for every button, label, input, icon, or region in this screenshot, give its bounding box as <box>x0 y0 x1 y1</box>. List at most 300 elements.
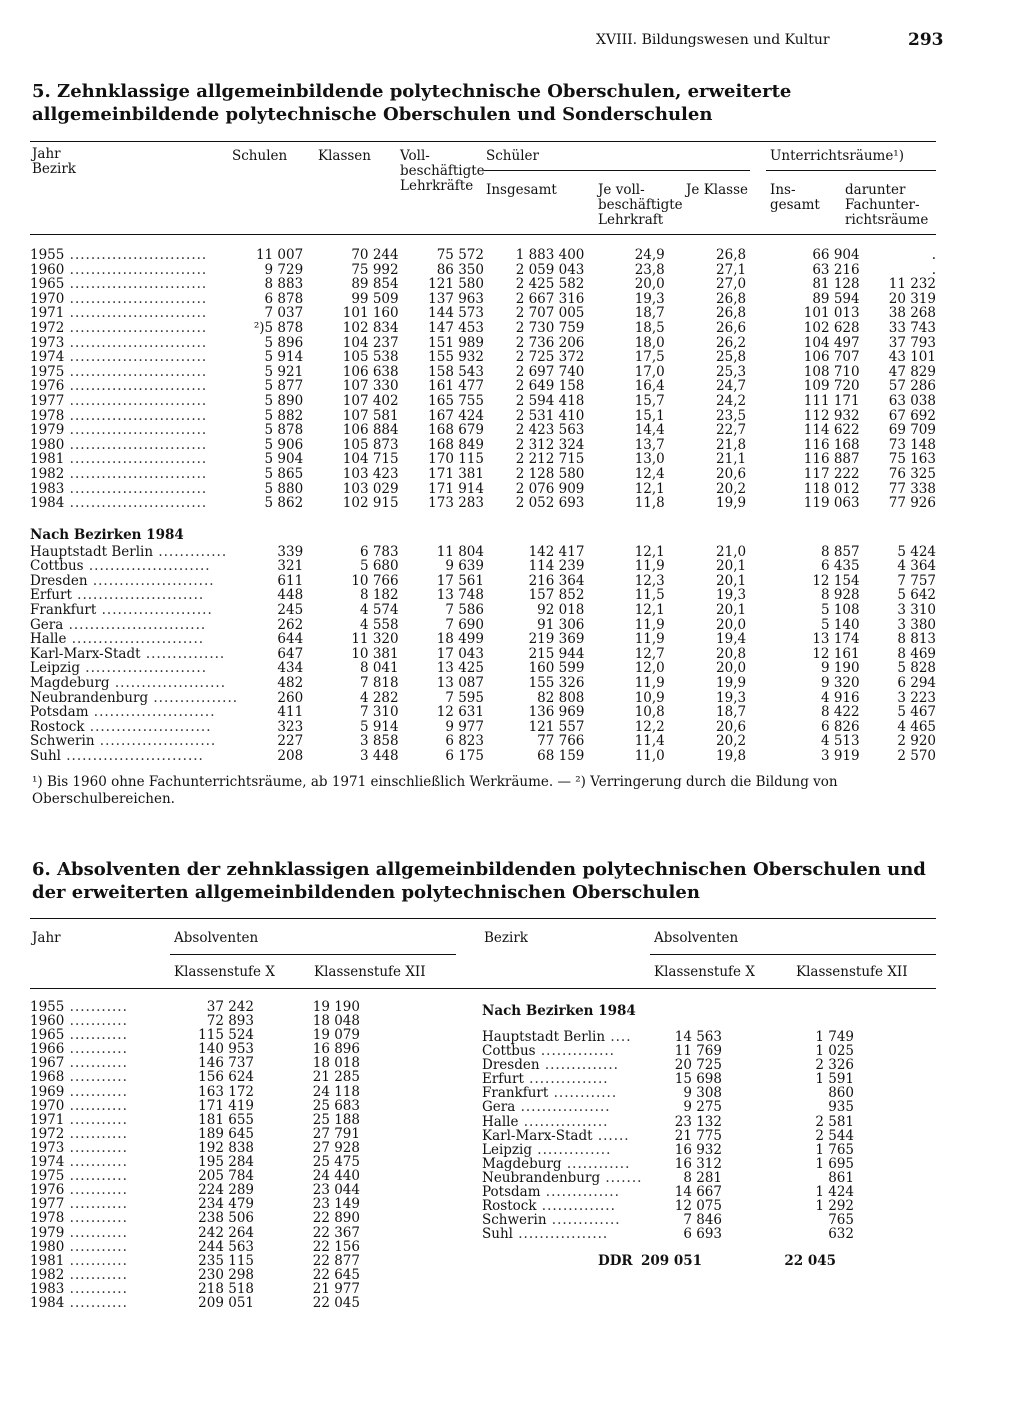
cell-stufe-x: 23 132 <box>674 1113 722 1130</box>
cell-raeume-insgesamt: 101 013 <box>803 305 860 322</box>
cell-fachraeume: 47 829 <box>888 363 936 380</box>
table-row <box>482 1157 854 1171</box>
t5-head-bezirk: Bezirk <box>32 161 76 177</box>
dot-leader: ..................... <box>96 602 213 619</box>
cell-schueler-insgesamt: 92 018 <box>537 602 585 619</box>
cell-je-klasse: 26,2 <box>716 334 747 351</box>
t6-right-subrule <box>650 954 936 955</box>
cell-stufe-xii: 1 749 <box>815 1029 854 1045</box>
cell-klassen: 106 884 <box>342 422 399 439</box>
dot-leader: ........... <box>64 1027 128 1044</box>
cell-klassen: 8 182 <box>359 587 399 604</box>
table-row <box>30 1268 360 1282</box>
dot-leader: ....................... <box>83 558 211 575</box>
cell-je-klasse: 20,2 <box>716 480 747 497</box>
row-label: 1979 <box>30 422 65 439</box>
cell-klassen: 4 282 <box>359 689 399 706</box>
cell-stufe-xii: 860 <box>828 1085 854 1102</box>
cell-klassen: 6 783 <box>359 543 399 560</box>
cell-stufe-xii: 23 149 <box>312 1196 360 1213</box>
cell-raeume-insgesamt: 8 857 <box>820 543 860 560</box>
dot-leader: .......................... <box>64 407 208 424</box>
t6-total-label: DDR <box>598 1253 633 1269</box>
cell-je-klasse: 26,8 <box>716 290 747 307</box>
dot-leader: .............. <box>540 1184 620 1201</box>
row-label: Halle <box>482 1113 519 1130</box>
table-row <box>30 365 936 380</box>
cell-raeume-insgesamt: 8 928 <box>820 587 860 604</box>
table-row <box>30 467 936 482</box>
dot-leader: ........... <box>64 1168 128 1185</box>
table-row <box>482 1129 854 1143</box>
cell-lehrkraefte: 12 631 <box>436 704 484 721</box>
cell-je-klasse: 19,9 <box>716 495 747 512</box>
table-row <box>30 603 936 618</box>
row-label: 1981 <box>30 451 65 468</box>
table6-years <box>30 1000 360 1310</box>
cell-schulen: 5 862 <box>264 495 304 512</box>
table-row <box>30 661 936 676</box>
cell-schulen: 260 <box>277 689 304 706</box>
cell-schueler-insgesamt: 2 594 418 <box>515 392 585 409</box>
cell-je-klasse: 20,0 <box>716 616 747 633</box>
cell-je-lehrkraft: 14,4 <box>634 422 665 439</box>
cell-je-lehrkraft: 18,5 <box>634 319 665 336</box>
dot-leader: ............. <box>153 543 228 560</box>
row-label: Neubrandenburg <box>482 1169 601 1186</box>
cell-stufe-x: 189 645 <box>198 1125 254 1142</box>
dot-leader: .......................... <box>64 495 208 512</box>
row-label: 1984 <box>30 495 65 512</box>
cell-lehrkraefte: 121 580 <box>428 276 484 293</box>
table6-districts <box>482 1030 854 1241</box>
cell-raeume-insgesamt: 106 707 <box>803 349 860 366</box>
cell-lehrkraefte: 7 586 <box>445 602 484 619</box>
table-row <box>30 1000 360 1014</box>
cell-stufe-xii: 22 367 <box>312 1224 360 1241</box>
dot-leader: ........... <box>64 1125 128 1142</box>
cell-klassen: 103 029 <box>342 480 399 497</box>
cell-je-lehrkraft: 17,5 <box>634 349 665 366</box>
table-row <box>30 720 936 735</box>
dot-leader: .............. <box>532 1141 612 1158</box>
dot-leader: ................ <box>148 689 239 706</box>
cell-stufe-xii: 1 765 <box>815 1141 854 1158</box>
table-row <box>30 734 936 749</box>
cell-stufe-x: 8 281 <box>683 1169 722 1186</box>
dot-leader: ............ <box>548 1085 618 1102</box>
cell-klassen: 101 160 <box>342 305 399 322</box>
cell-fachraeume: 5 828 <box>897 660 936 677</box>
row-label: 1982 <box>30 465 65 482</box>
cell-schueler-insgesamt: 2 649 158 <box>515 378 585 395</box>
cell-schulen: 9 729 <box>264 261 304 278</box>
table-row <box>30 1169 360 1183</box>
row-label: 1970 <box>30 1097 65 1114</box>
table-row <box>30 423 936 438</box>
cell-stufe-x: 115 524 <box>198 1027 254 1044</box>
cell-schulen: 482 <box>277 675 304 692</box>
table-row <box>30 379 936 394</box>
cell-raeume-insgesamt: 109 720 <box>803 378 860 395</box>
cell-fachraeume: 63 038 <box>888 392 936 409</box>
dot-leader: ........... <box>64 1041 128 1058</box>
cell-raeume-insgesamt: 6 826 <box>820 718 860 735</box>
table-row <box>30 1070 360 1084</box>
cell-raeume-insgesamt: 117 222 <box>803 465 860 482</box>
row-label: Magdeburg <box>482 1155 562 1172</box>
cell-schueler-insgesamt: 160 599 <box>528 660 585 677</box>
cell-je-klasse: 20,1 <box>716 558 747 575</box>
cell-je-klasse: 20,1 <box>716 572 747 589</box>
cell-schueler-insgesamt: 2 531 410 <box>515 407 585 424</box>
cell-schulen: 5 921 <box>264 363 304 380</box>
cell-je-klasse: 19,3 <box>716 689 747 706</box>
dot-leader: ............... <box>140 645 226 662</box>
cell-stufe-x: 20 725 <box>674 1057 722 1074</box>
row-label: Hauptstadt Berlin <box>482 1029 606 1045</box>
table-row <box>30 1197 360 1211</box>
cell-stufe-xii: 18 048 <box>312 1013 360 1030</box>
table-row <box>30 749 936 764</box>
dot-leader: .......................... <box>64 465 208 482</box>
cell-je-lehrkraft: 24,9 <box>634 247 665 263</box>
cell-je-klasse: 26,8 <box>716 305 747 322</box>
table-row <box>30 1254 360 1268</box>
cell-stufe-xii: 1 025 <box>815 1043 854 1060</box>
cell-je-klasse: 20,1 <box>716 602 747 619</box>
dot-leader: ..................... <box>109 675 226 692</box>
cell-schueler-insgesamt: 215 944 <box>528 645 585 662</box>
cell-je-klasse: 24,2 <box>716 392 747 409</box>
cell-schulen: 5 865 <box>264 465 304 482</box>
dot-leader: ........... <box>64 1069 128 1086</box>
row-label: Neubrandenburg <box>30 689 149 706</box>
cell-stufe-xii: 765 <box>828 1212 854 1229</box>
cell-raeume-insgesamt: 89 594 <box>812 290 860 307</box>
t6-head-bezirk: Bezirk <box>484 930 528 946</box>
row-label: 1972 <box>30 319 65 336</box>
table-row <box>30 545 936 560</box>
cell-schulen: 262 <box>277 616 304 633</box>
cell-je-klasse: 27,1 <box>716 261 747 278</box>
table-row <box>30 292 936 307</box>
dot-leader: ........................ <box>71 587 205 604</box>
table5-top-rule <box>30 141 936 142</box>
cell-je-klasse: 20,8 <box>716 645 747 662</box>
t6-head-stufe-xii-left: Klassenstufe XII <box>314 964 426 980</box>
row-label: 1968 <box>30 1069 65 1086</box>
t5-raeume-rule <box>766 170 936 171</box>
cell-je-lehrkraft: 12,1 <box>634 543 665 560</box>
cell-klassen: 99 509 <box>351 290 399 307</box>
cell-stufe-xii: 24 440 <box>312 1168 360 1185</box>
row-label: Erfurt <box>30 587 72 604</box>
table-row <box>30 1085 360 1099</box>
dot-leader: ............ <box>561 1155 631 1172</box>
cell-lehrkraefte: 9 639 <box>445 558 484 575</box>
row-label: 1984 <box>30 1294 65 1311</box>
table-row <box>482 1058 854 1072</box>
cell-klassen: 3 448 <box>359 748 399 764</box>
cell-fachraeume: 6 294 <box>897 675 936 692</box>
cell-klassen: 107 402 <box>342 392 399 409</box>
cell-je-klasse: 19,9 <box>716 675 747 692</box>
dot-leader: .......................... <box>64 349 208 366</box>
cell-schulen: 647 <box>277 645 304 662</box>
cell-fachraeume: 4 364 <box>897 558 936 575</box>
cell-fachraeume: 75 163 <box>888 451 936 468</box>
cell-fachraeume: 73 148 <box>888 436 936 453</box>
cell-stufe-xii: 22 045 <box>312 1294 360 1311</box>
dot-leader: ........... <box>64 1013 128 1030</box>
cell-stufe-xii: 2 581 <box>815 1113 854 1130</box>
table-row <box>30 1155 360 1169</box>
cell-klassen: 102 834 <box>342 319 399 336</box>
cell-stufe-xii: 23 044 <box>312 1182 360 1199</box>
cell-je-klasse: 21,1 <box>716 451 747 468</box>
cell-stufe-xii: 19 190 <box>312 999 360 1015</box>
cell-stufe-x: 235 115 <box>198 1252 254 1269</box>
row-label: 1983 <box>30 480 65 497</box>
cell-lehrkraefte: 173 283 <box>428 495 484 512</box>
cell-klassen: 104 715 <box>342 451 399 468</box>
cell-klassen: 10 766 <box>351 572 399 589</box>
dot-leader: .......................... <box>64 422 208 439</box>
cell-je-lehrkraft: 12,0 <box>634 660 665 677</box>
cell-stufe-xii: 18 018 <box>312 1055 360 1072</box>
row-label: 1976 <box>30 378 65 395</box>
row-label: Erfurt <box>482 1071 524 1088</box>
cell-stufe-xii: 27 928 <box>312 1139 360 1156</box>
dot-leader: ....................... <box>88 704 216 721</box>
cell-fachraeume: 38 268 <box>888 305 936 322</box>
cell-stufe-x: 181 655 <box>198 1111 254 1128</box>
row-label: 1973 <box>30 334 65 351</box>
cell-lehrkraefte: 18 499 <box>436 631 484 648</box>
t6-total-stufe-xii: 22 045 <box>784 1253 836 1269</box>
cell-schulen: 5 877 <box>264 378 304 395</box>
row-label: 1971 <box>30 305 65 322</box>
cell-klassen: 7 310 <box>359 704 399 721</box>
row-label: Dresden <box>30 572 88 589</box>
cell-raeume-insgesamt: 118 012 <box>803 480 860 497</box>
cell-stufe-x: 14 563 <box>674 1029 722 1045</box>
cell-klassen: 107 330 <box>342 378 399 395</box>
cell-je-lehrkraft: 12,4 <box>634 465 665 482</box>
cell-je-klasse: 20,6 <box>716 465 747 482</box>
cell-fachraeume: 43 101 <box>888 349 936 366</box>
cell-stufe-xii: 632 <box>828 1226 854 1243</box>
dot-leader: ....................... <box>84 718 212 735</box>
row-label: Suhl <box>482 1226 513 1243</box>
table-row <box>482 1072 854 1086</box>
cell-je-klasse: 23,5 <box>716 407 747 424</box>
cell-stufe-xii: 21 977 <box>312 1280 360 1297</box>
cell-stufe-x: 16 932 <box>674 1141 722 1158</box>
t6-head-absolventen-left: Absolventen <box>174 930 259 946</box>
cell-lehrkraefte: 75 572 <box>436 247 484 263</box>
cell-lehrkraefte: 9 977 <box>445 718 484 735</box>
cell-klassen: 5 914 <box>359 718 399 735</box>
cell-stufe-xii: 22 645 <box>312 1266 360 1283</box>
dot-leader: .......................... <box>64 247 208 263</box>
cell-stufe-x: 9 275 <box>683 1099 722 1116</box>
table-row <box>30 1141 360 1155</box>
table-row <box>30 1211 360 1225</box>
cell-lehrkraefte: 161 477 <box>428 378 484 395</box>
cell-schulen: 5 896 <box>264 334 304 351</box>
cell-lehrkraefte: 167 424 <box>428 407 484 424</box>
dot-leader: ........... <box>64 1294 128 1311</box>
cell-lehrkraefte: 6 823 <box>445 733 484 750</box>
table-row <box>30 691 936 706</box>
t6-section-label: Nach Bezirken 1984 <box>482 1003 636 1019</box>
t5-head-jahr: Jahr <box>32 146 61 162</box>
row-label: 1967 <box>30 1055 65 1072</box>
cell-klassen: 11 320 <box>351 631 399 648</box>
cell-lehrkraefte: 13 425 <box>436 660 484 677</box>
table-row <box>30 1014 360 1028</box>
table5 <box>30 248 936 764</box>
cell-je-lehrkraft: 11,0 <box>634 748 665 764</box>
t5-head-schueler: Schüler <box>486 148 539 164</box>
row-label: Frankfurt <box>30 602 97 619</box>
row-label: 1965 <box>30 276 65 293</box>
cell-raeume-insgesamt: 8 422 <box>820 704 860 721</box>
cell-schueler-insgesamt: 2 707 005 <box>515 305 585 322</box>
dot-leader: ........... <box>64 1154 128 1171</box>
table-row <box>30 632 936 647</box>
cell-fachraeume: 3 223 <box>897 689 936 706</box>
dot-leader: ........... <box>64 1182 128 1199</box>
t6-left-subrule <box>170 954 456 955</box>
cell-stufe-xii: 27 791 <box>312 1125 360 1142</box>
cell-stufe-xii: 22 890 <box>312 1210 360 1227</box>
cell-stufe-x: 72 893 <box>206 1013 254 1030</box>
t5-head-lehrkraefte: Voll- beschäftigte Lehrkräfte <box>400 148 485 194</box>
dot-leader: ....................... <box>87 572 215 589</box>
row-label: 1960 <box>30 1013 65 1030</box>
row-label: 1979 <box>30 1224 65 1241</box>
cell-schueler-insgesamt: 121 557 <box>528 718 585 735</box>
cell-stufe-x: 7 846 <box>683 1212 722 1229</box>
cell-klassen: 4 558 <box>359 616 399 633</box>
table-row <box>482 1185 854 1199</box>
cell-klassen: 75 992 <box>351 261 399 278</box>
t5-head-unterrichtsraeume: Unterrichtsräume¹) <box>770 148 904 164</box>
cell-je-lehrkraft: 18,0 <box>634 334 665 351</box>
t6-header-rule <box>30 988 936 989</box>
row-label: Karl-Marx-Stadt <box>482 1127 593 1144</box>
cell-schulen: 5 906 <box>264 436 304 453</box>
dot-leader: ....................... <box>80 660 207 677</box>
dot-leader: .......................... <box>64 276 208 293</box>
cell-stufe-xii: 16 896 <box>312 1041 360 1058</box>
cell-schulen: 5 878 <box>264 422 304 439</box>
cell-raeume-insgesamt: 5 140 <box>820 616 860 633</box>
table-row <box>30 588 936 603</box>
cell-schueler-insgesamt: 157 852 <box>528 587 585 604</box>
dot-leader: .......................... <box>64 319 208 336</box>
dot-leader: .............. <box>539 1057 619 1074</box>
cell-raeume-insgesamt: 12 154 <box>812 572 860 589</box>
cell-klassen: 10 381 <box>351 645 399 662</box>
cell-fachraeume: 2 570 <box>897 748 936 764</box>
table-row <box>30 452 936 467</box>
cell-fachraeume: 2 920 <box>897 733 936 750</box>
cell-lehrkraefte: 11 804 <box>436 543 484 560</box>
cell-stufe-x: 37 242 <box>206 999 254 1015</box>
table-row <box>30 1240 360 1254</box>
cell-schulen: 5 882 <box>264 407 304 424</box>
cell-schueler-insgesamt: 2 212 715 <box>515 451 585 468</box>
dot-leader: .......................... <box>64 363 208 380</box>
row-label: 1965 <box>30 1027 65 1044</box>
table-row <box>30 496 936 511</box>
t6-head-absolventen-right: Absolventen <box>654 930 739 946</box>
cell-schueler-insgesamt: 2 312 324 <box>515 436 585 453</box>
cell-raeume-insgesamt: 104 497 <box>803 334 860 351</box>
cell-lehrkraefte: 165 755 <box>428 392 484 409</box>
cell-raeume-insgesamt: 111 171 <box>803 392 860 409</box>
row-label: 1966 <box>30 1041 65 1058</box>
cell-je-klasse: 20,2 <box>716 733 747 750</box>
cell-raeume-insgesamt: 114 622 <box>803 422 860 439</box>
table-row <box>30 277 936 292</box>
cell-schueler-insgesamt: 136 969 <box>528 704 585 721</box>
row-label: 1980 <box>30 436 65 453</box>
dot-leader: ........... <box>64 1097 128 1114</box>
row-label: 1982 <box>30 1266 65 1283</box>
cell-fachraeume: . <box>931 247 936 263</box>
cell-je-lehrkraft: 11,5 <box>634 587 665 604</box>
cell-stufe-xii: 935 <box>828 1099 854 1116</box>
cell-lehrkraefte: 17 043 <box>436 645 484 662</box>
table-row <box>30 1296 360 1310</box>
cell-lehrkraefte: 7 595 <box>445 689 484 706</box>
cell-fachraeume: 33 743 <box>888 319 936 336</box>
cell-je-klasse: 27,0 <box>716 276 747 293</box>
dot-leader: ....... <box>600 1169 643 1186</box>
cell-stufe-xii: 2 326 <box>815 1057 854 1074</box>
cell-lehrkraefte: 168 849 <box>428 436 484 453</box>
cell-stufe-x: 11 769 <box>674 1043 722 1060</box>
table-row <box>30 574 936 589</box>
table-row <box>30 559 936 574</box>
cell-lehrkraefte: 17 561 <box>436 572 484 589</box>
dot-leader: ...................... <box>94 733 217 750</box>
cell-je-lehrkraft: 15,1 <box>634 407 665 424</box>
dot-leader: ........... <box>64 1252 128 1269</box>
page-number: 293 <box>908 30 944 50</box>
cell-je-klasse: 20,0 <box>716 660 747 677</box>
cell-schueler-insgesamt: 2 725 372 <box>515 349 585 366</box>
cell-klassen: 3 858 <box>359 733 399 750</box>
table-row <box>482 1171 854 1185</box>
cell-raeume-insgesamt: 66 904 <box>812 247 860 263</box>
cell-lehrkraefte: 7 690 <box>445 616 484 633</box>
cell-stufe-xii: 1 424 <box>815 1184 854 1201</box>
cell-stufe-x: 192 838 <box>198 1139 254 1156</box>
cell-lehrkraefte: 151 989 <box>428 334 484 351</box>
cell-raeume-insgesamt: 3 919 <box>820 748 860 764</box>
row-label: 1960 <box>30 261 65 278</box>
row-label: Suhl <box>30 748 61 764</box>
cell-stufe-xii: 861 <box>828 1169 854 1186</box>
cell-schueler-insgesamt: 155 326 <box>528 675 585 692</box>
cell-schueler-insgesamt: 2 423 563 <box>515 422 585 439</box>
